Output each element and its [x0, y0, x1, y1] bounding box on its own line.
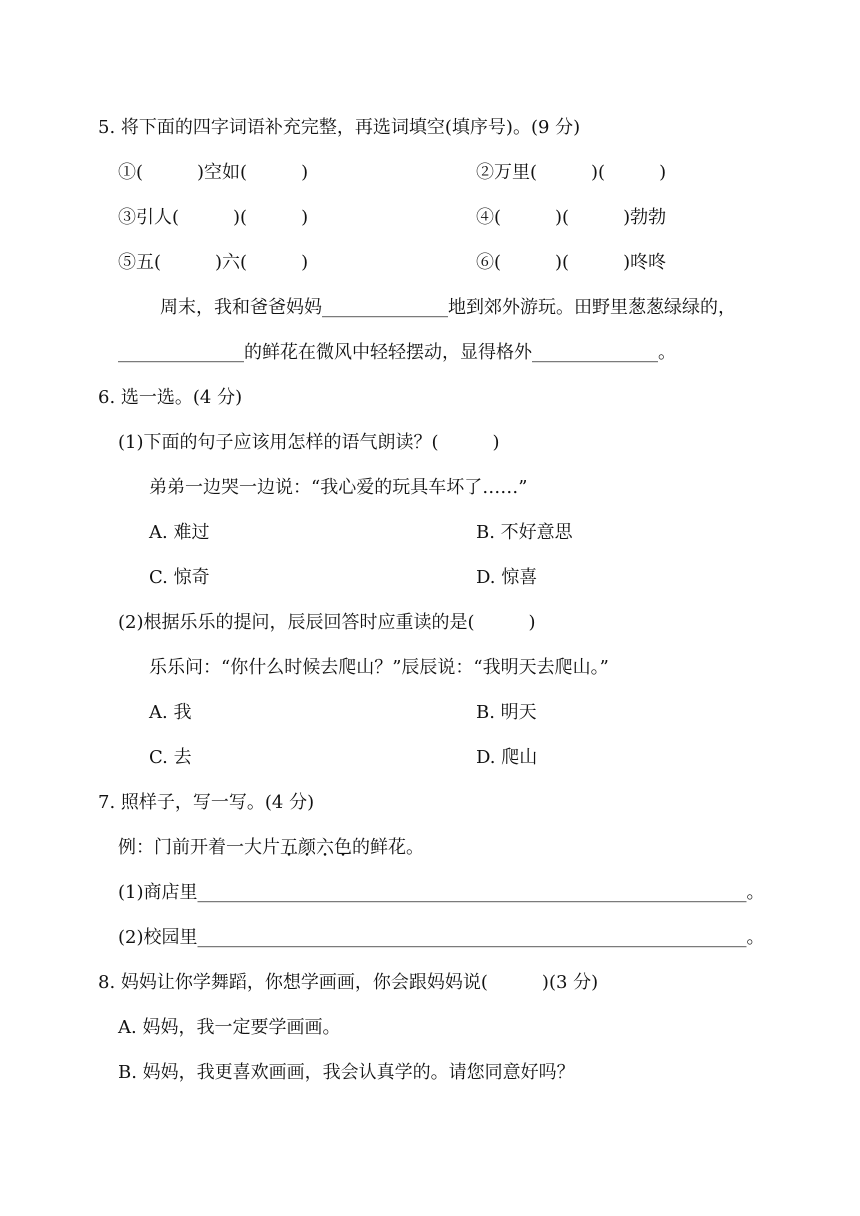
q7-title: 7. 照样子，写一写。(4 分)	[98, 792, 315, 813]
q6-sub2-option-c: C. 去	[149, 747, 192, 768]
q6-sub1-question: (1)下面的句子应该用怎样的语气朗读？( )	[118, 432, 500, 453]
q6-sub1-option-c: C. 惊奇	[149, 567, 210, 588]
q7-line-1: (1)商店里_____________________________________________________________。	[118, 882, 765, 903]
q7-example	[118, 836, 424, 860]
q5-title: 5. 将下面的四字词语补充完整，再选词填空(填序号)。(9 分)	[98, 117, 581, 138]
q6-sub2-option-a: A. 我	[149, 702, 192, 723]
q5-item-4: ④( )( )勃勃	[476, 207, 667, 228]
q6-sub1-sentence: 弟弟一边哭一边说：“我心爱的玩具车坏了……”	[149, 477, 528, 498]
q8-title: 8. 妈妈让你学舞蹈，你想学画画，你会跟妈妈说( )(3 分)	[98, 972, 599, 993]
q7-example-dotted-char: 六	[316, 837, 334, 858]
q5-item-5: ⑤五( )六( )	[118, 252, 309, 273]
q5-item-2: ②万里( )( )	[476, 162, 667, 183]
q6-title: 6. 选一选。(4 分)	[98, 387, 243, 408]
q5-item-3: ③引人( )( )	[118, 207, 309, 228]
q6-sub1-option-b: B. 不好意思	[476, 522, 573, 543]
q5-passage-line-2: ______________的鲜花在微风中轻轻摆动，显得格外______________。	[118, 342, 676, 363]
q5-item-6: ⑥( )( )咚咚	[476, 252, 667, 273]
q5-passage-line-1: 周末，我和爸爸妈妈______________地到郊外游玩。田野里葱葱绿绿的，	[160, 297, 736, 318]
q6-sub1-option-a: A. 难过	[149, 522, 210, 543]
q6-sub2-option-b: B. 明天	[476, 702, 537, 723]
q7-example-suffix: 的鲜花。	[352, 837, 424, 858]
q7-example-dotted-char: 五	[280, 837, 298, 858]
q7-line-2: (2)校园里_____________________________________________________________。	[118, 927, 765, 948]
q8-option-a: A. 妈妈，我一定要学画画。	[118, 1017, 341, 1038]
q6-sub2-option-d: D. 爬山	[476, 747, 538, 768]
q7-example-prefix: 例：门前开着一大片	[118, 837, 280, 858]
q6-sub2-sentence: 乐乐问：“你什么时候去爬山？”辰辰说：“我明天去爬山。”	[149, 657, 609, 678]
q6-sub2-question: (2)根据乐乐的提问，辰辰回答时应重读的是( )	[118, 612, 536, 633]
q8-option-b: B. 妈妈，我更喜欢画画，我会认真学的。请您同意好吗？	[118, 1062, 575, 1083]
q7-example-dotted-char: 色	[334, 837, 352, 858]
q5-item-1: ①( )空如( )	[118, 162, 309, 183]
q6-sub1-option-d: D. 惊喜	[476, 567, 538, 588]
q7-example-dotted-char: 颜	[298, 837, 316, 858]
